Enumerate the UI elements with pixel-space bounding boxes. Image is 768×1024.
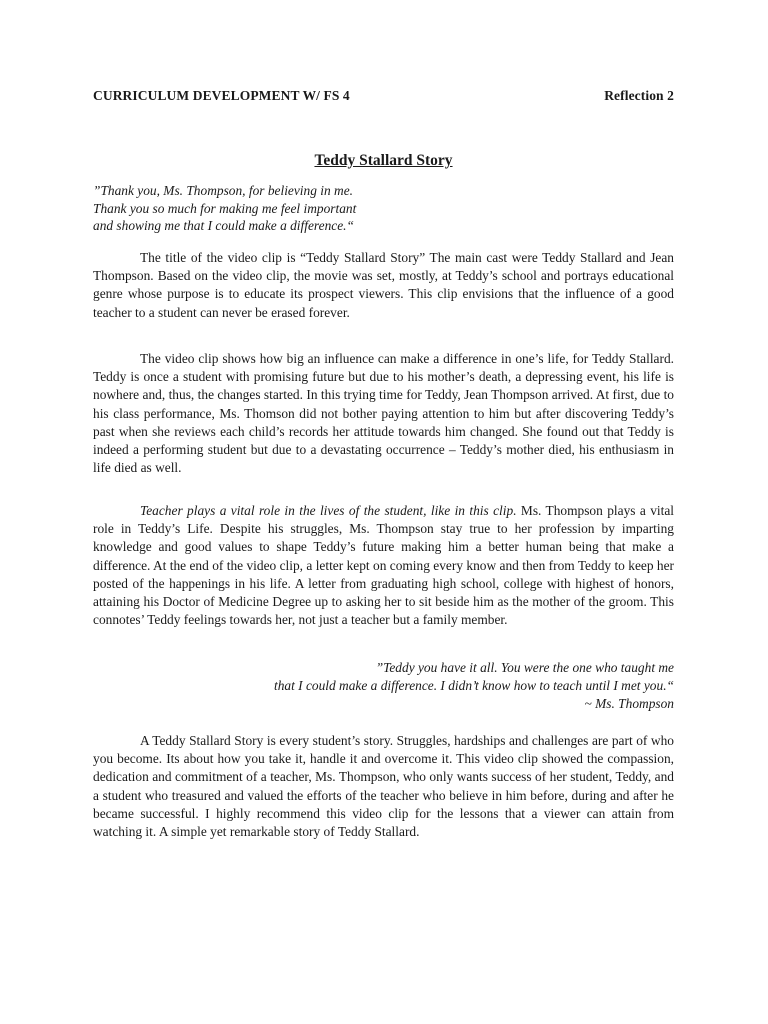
quote-line: that I could make a difference. I didn’t know how to teach until I met you.“ [273, 678, 674, 694]
course-title: CURRICULUM DEVELOPMENT W/ FS 4 [93, 88, 350, 103]
document-title: Teddy Stallard Story [314, 152, 453, 169]
epigraph-line: Thank you so much for making me feel important [93, 200, 357, 216]
paragraph-influence: The video clip shows how big an influence can make a difference in one’s life, for Teddy Stallard. Teddy is once a student with promising future but due to his mother’s death, a depressing event, his life is nowhere and, thus, the changes started. In this trying time for Teddy, Jean Thompson arrived. At first, due to his class performance, Ms. Thomson did not bother paying attention to him but after discovering Teddy’s past when she reviews each child’s records her attitude towards him changed. She found out that Teddy is indeed a performing student but due to a devastating occurrence – Teddy’s mother died, his enthusiasm in life died as well. [93, 351, 674, 476]
paragraph-lead-italic: Teacher plays a vital role in the lives of the student, like in this clip. [140, 503, 517, 518]
paragraph-body: Ms. Thompson plays a vital role in Teddy’s Life. Despite his struggles, Ms. Thompson stay true to her profession by imparting knowledge and good values to shape Teddy’s future making him a better human being that make a difference. At the end of the video clip, a letter kept on coming every know and then from Teddy to keep her posted of the happenings in his life. A letter from graduating high school, college with highest of honors, attaining his Doctor of Medicine Degree up to asking her to sit beside him as the mother of the groom. This connotes’ Teddy feelings towards her, not just a teacher but a family member. [93, 503, 674, 628]
paragraph-teacher-role [93, 502, 674, 629]
closing-quote [93, 659, 674, 714]
page-header [93, 88, 674, 104]
reflection-label: Reflection 2 [604, 88, 674, 103]
epigraph [93, 182, 674, 235]
quote-attribution: ~ Ms. Thompson [584, 696, 674, 712]
epigraph-line: ”Thank you, Ms. Thompson, for believing in me. [93, 183, 353, 198]
paragraph-conclusion: A Teddy Stallard Story is every student’s story. Struggles, hardships and challenges are part of who you become. Its about how you take it, handle it and overcome it. This video clip showed the compassion, dedication and commitment of a teacher, Ms. Thompson, who only wants success of her student, Teddy, and a student who treasured and valued the efforts of the teacher who believe in him before, during and after he became successful. I highly recommend this video clip for the lessons that a viewer can attain from watching it. A simple yet remarkable story of Teddy Stallard. [93, 733, 674, 840]
epigraph-line: and showing me that I could make a difference.“ [93, 218, 354, 233]
paragraph-intro: The title of the video clip is “Teddy Stallard Story” The main cast were Teddy Stallard and Jean Thompson. Based on the video clip, the movie was set, mostly, at Teddy’s school and portrays educational genre whose purpose is to educate its prospect viewers. This clip envisions that the influence of a good teacher to a student can never be erased forever. [93, 250, 674, 320]
quote-line: ”Teddy you have it all. You were the one who taught me [375, 660, 674, 675]
